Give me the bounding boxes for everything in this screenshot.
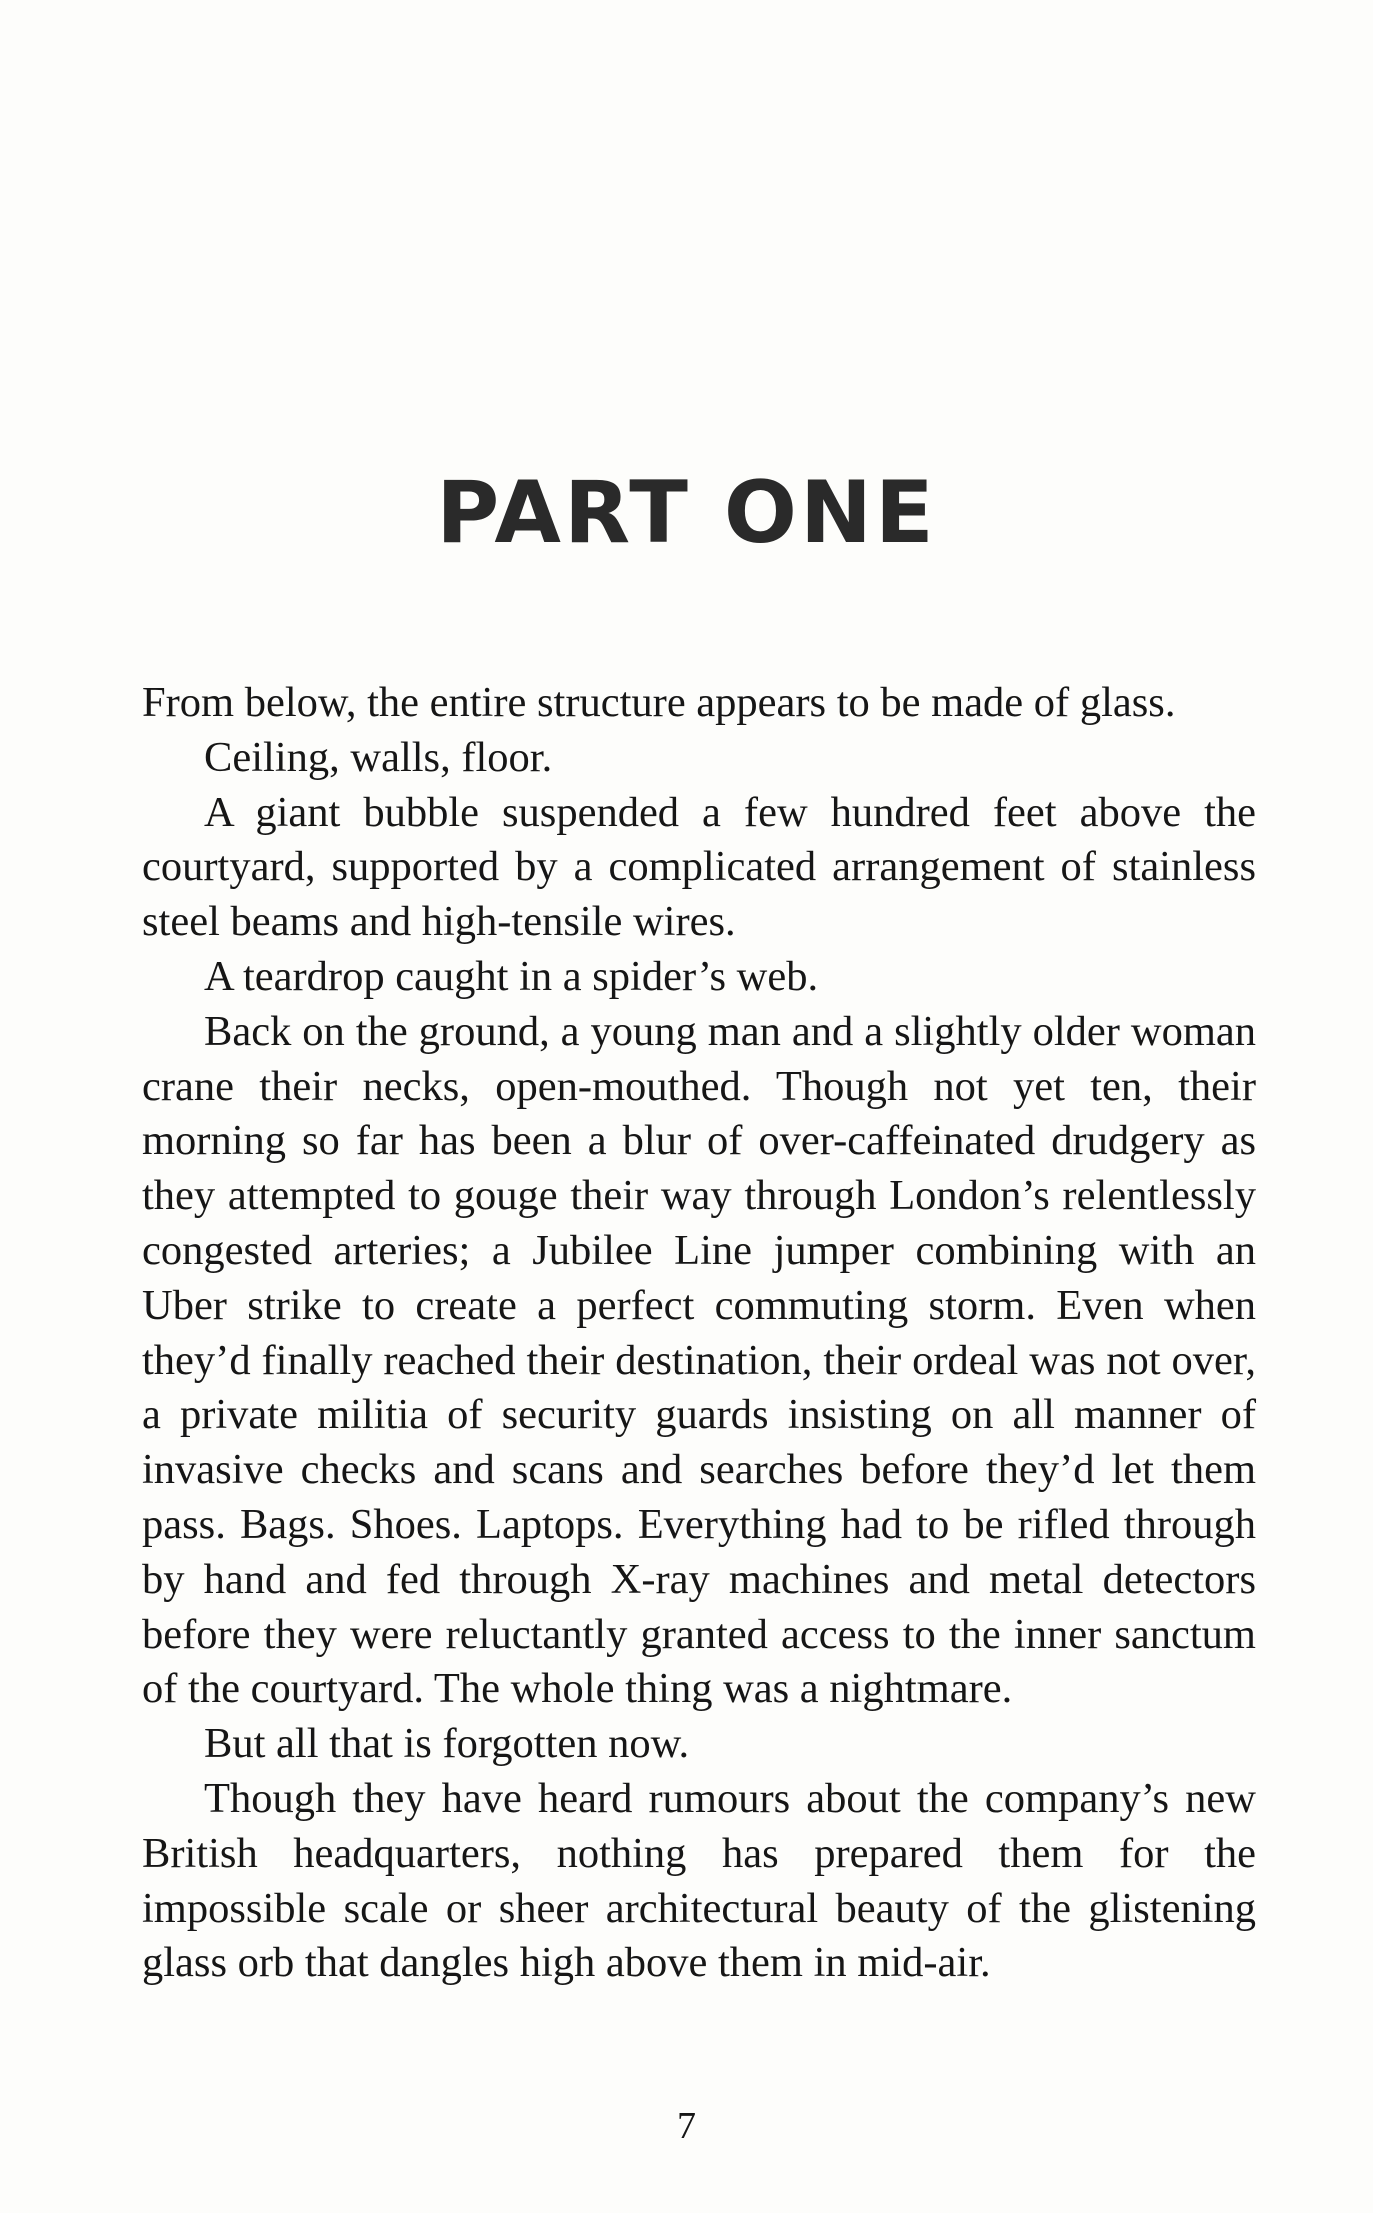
page-number: 7 bbox=[677, 2105, 696, 2147]
paragraph: A giant bubble suspended a few hundred feet above the courtyard, supported by a complicated arrangement of stainless steel beams and high-tensile wires. bbox=[142, 788, 1256, 946]
paragraph: Back on the ground, a young man and a slightly older woman crane their necks, open-mouthed. Though not yet ten, their morning so far has been a blur of over-caffeinated drudgery as they attempted to gouge their way through London’s relentlessly congested arteries; a Jubilee Line jumper combining with an Uber strike to create a perfect commuting storm. Even when they’d finally reached their destination, their ordeal was not over, a private militia of security guards insisting on all manner of invasive checks and scans and searches before they’d let them pass. Bags. Shoes. Laptops. Everything had to be rifled through by hand and fed through X-ray machines and metal detectors before they were reluctantly granted access to the inner sanctum of the courtyard. The whole thing was a nightmare. bbox=[142, 1007, 1256, 1713]
paragraph: But all that is forgotten now. bbox=[204, 1720, 690, 1768]
paragraph: A teardrop caught in a spider’s web. bbox=[204, 952, 819, 1000]
body-text bbox=[142, 676, 1256, 1991]
paragraph: Ceiling, walls, floor. bbox=[204, 733, 553, 781]
paragraph: From below, the entire structure appears to be made of glass. bbox=[142, 679, 1176, 726]
part-heading: PART ONE bbox=[436, 463, 937, 563]
paragraph: Though they have heard rumours about the company’s new British headquarters, nothing has prepared them for the impossible scale or sheer architectural beauty of the glistening glass orb that dangles high above them in mid-air. bbox=[142, 1774, 1256, 1987]
